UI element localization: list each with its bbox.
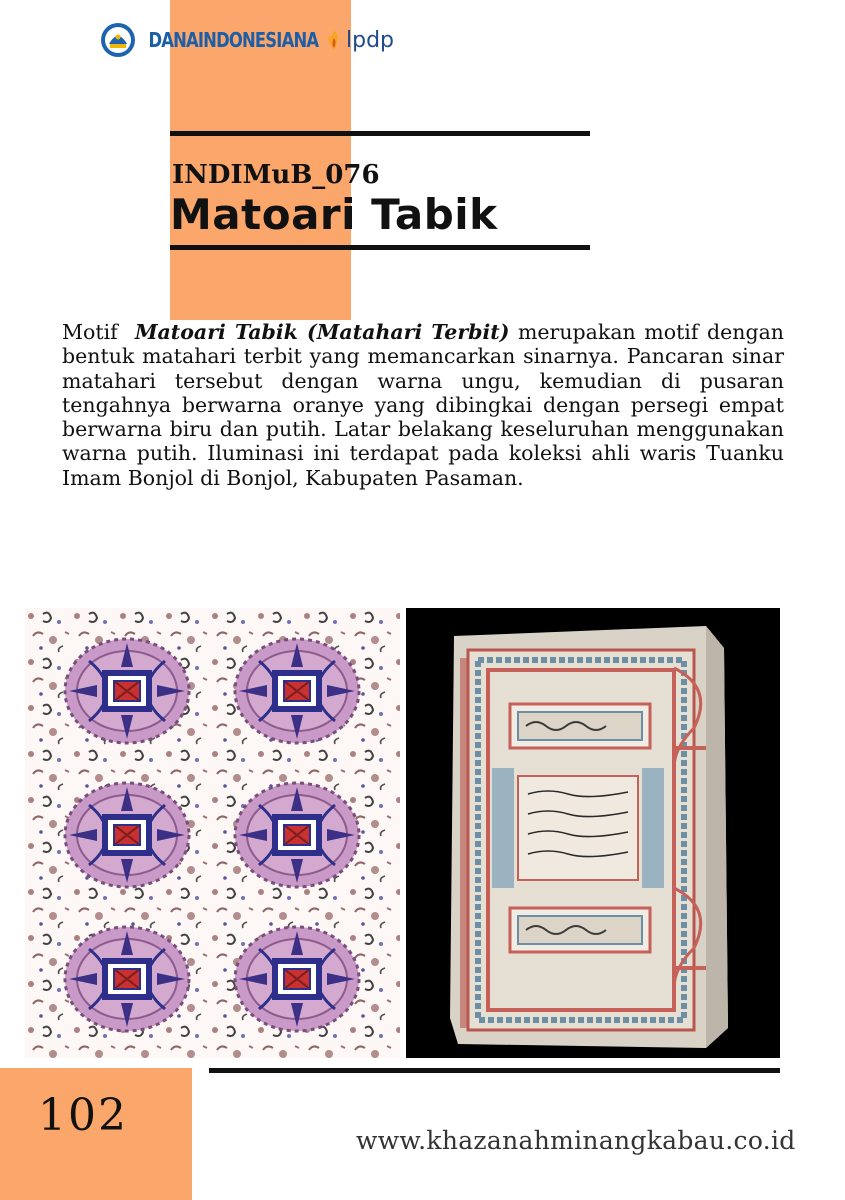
dana-indonesiana-text: DANAINDONESIANA (148, 28, 319, 52)
page-number: 102 (38, 1090, 128, 1141)
lpdp-text: lpdp (346, 27, 395, 53)
lpdp-logo (324, 28, 394, 53)
motif-illustration (25, 608, 400, 1058)
description-lead: Motif (62, 320, 118, 344)
page-title: Matoari Tabik (170, 190, 498, 239)
description-paragraph (62, 320, 784, 490)
footer-rule (209, 1068, 780, 1073)
heading-top-rule (170, 131, 590, 136)
heading-bottom-rule (170, 245, 590, 250)
description-body: merupakan motif dengan bentuk matahari terbit yang memancarkan sinarnya. Pancaran sinar matahari tersebut dengan warna ungu, kemudian di pusaran tengahnya berwarna oranye yang dibingkai dengan persegi empat berwarna biru dan putih. Latar belakang keseluruhan menggunakan warna putih. Iluminasi ini terdapat pada koleksi ahli waris Tuanku Imam Bonjol di Bonjol, Kabupaten Pasaman. (62, 320, 784, 490)
website-url: www.khazanahminangkabau.co.id (356, 1126, 796, 1155)
motif-pattern-graphic (25, 608, 400, 1058)
catalog-code: INDIMuB_076 (172, 160, 380, 190)
lpdp-flame-icon (324, 28, 344, 52)
sponsor-logos (100, 20, 394, 60)
motif-name-emphasis: Matoari Tabik (Matahari Terbit) (134, 320, 510, 344)
kemdikbud-logo (100, 22, 136, 58)
manuscript-photo (406, 608, 780, 1058)
manuscript-illumination-graphic (406, 608, 780, 1058)
dana-indonesiana-logo (146, 28, 319, 52)
